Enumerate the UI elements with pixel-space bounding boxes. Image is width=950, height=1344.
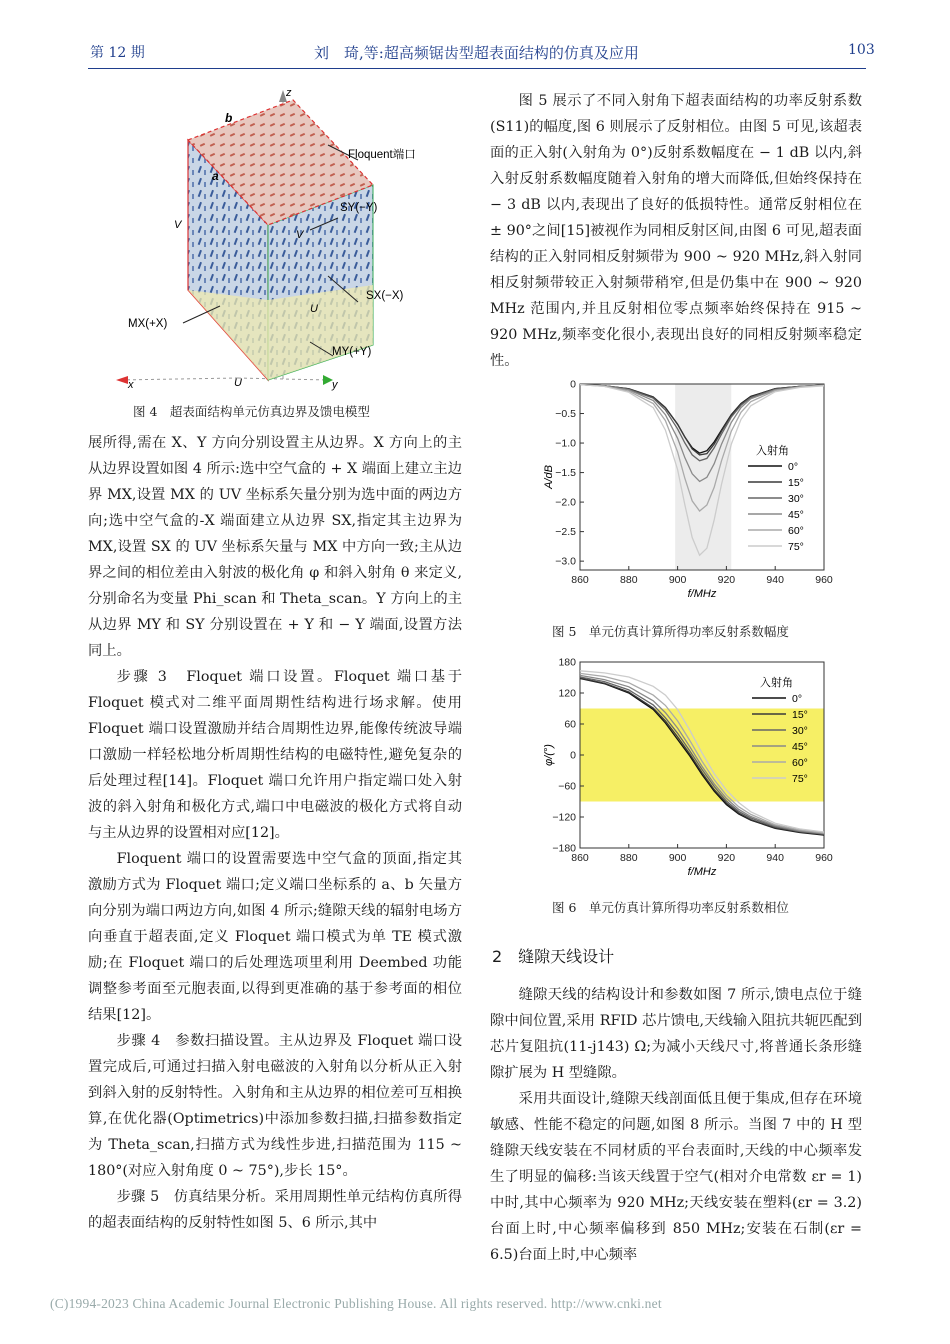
paragraph-step4: 步骤 4 参数扫描设置。主从边界及 Floquet 端口设置完成后,可通过扫描入射电磁波的入射角以分析从正入射到斜入射的反射特性。入射角和主从边界的相位差可互相换算,在优化器(Optimetrics)中添加参数扫描,扫描参数指定为 Theta_scan,扫描方式为线性步进,扫描范围为 115 ~ 180°(对应入射角度 0 ~ 75°),步长 15°。 (88, 1033, 462, 1179)
copyright-footer: (C)1994-2023 China Academic Journal Electronic Publishing House. All rights reserved. http://www.cnki.net (50, 1296, 662, 1311)
vector-b-label: b (225, 111, 233, 125)
legend-item-3: 45° (792, 741, 808, 753)
figure-6-chart (540, 650, 840, 890)
v-label-right: V (296, 229, 304, 241)
y-tick-label: −1.5 (555, 467, 576, 480)
right-column-top (490, 88, 862, 374)
legend-item-3: 45° (788, 509, 804, 521)
x-tick-label: 880 (620, 574, 638, 586)
v-label-left: V (174, 219, 182, 231)
y-tick-label: −180 (552, 842, 576, 855)
figure-6-caption: 图 6 单元仿真计算所得功率反射系数相位 (552, 900, 789, 915)
figure-4 (88, 80, 468, 398)
paragraph-boundary: 展所得,需在 X、Y 方向分别设置主从边界。X 方向上的主从边界设置如图 4 所示:选中空气盒的 + X 端面上建立主边界 MX,设置 MX 的 UV 坐标系矢量分别为选中面的两边方向;选中空气盒的-X 端面建立从边界 SX,指定其主边界为 MX,设置 SX 的 UV 坐标系矢量与 MX 中方向一致;主从边界之间的相位差由入射波的极化角 φ 和斜入射角 θ 来定义,分别命名为变量 Phi_scan 和 Theta_scan。Y 方向上的主从边界 MY 和 SY 分别设置在 + Y 和 − Y 端面,设置方法同上。 (88, 435, 462, 659)
y-tick-label: −0.5 (555, 408, 576, 421)
y-tick-label: 120 (558, 687, 576, 700)
paragraph-slot-design: 缝隙天线的结构设计和参数如图 7 所示,馈电点位于缝隙中间位置,采用 RFID 芯片馈电,天线输入阻抗共轭匹配到芯片复阻抗(11-j143) Ω;为减小天线尺寸,将普通长条形缝隙扩展为 H 型缝隙。 (490, 987, 862, 1081)
y-tick-label: −120 (552, 811, 576, 824)
x-tick-label: 920 (717, 574, 736, 586)
in-phase-band (580, 709, 824, 802)
journal-issue: 第 12 期 (90, 45, 145, 61)
my-boundary-label: MY(+Y) (332, 346, 372, 358)
x-tick-label: 960 (815, 574, 833, 586)
y-tick-label: 180 (558, 656, 576, 669)
paragraph-step3: 步骤 3 Floquet 端口设置。Floquet 端口基于 Floquet 模式对二维平面周期性结构进行场求解。使用 Floquet 端口设置激励并结合周期性边界,能像传统波导端口激励一样轻松地分析周期性结构的电磁特性,避免复杂的后处理过程[14]。Floquet 端口允许用户指定端口处入射波的斜入射角和极化方式,端口中电磁波的极化方式将自动与主从边界的设置相对应[12]。 (88, 669, 462, 841)
x-tick-label: 920 (717, 852, 736, 864)
mx-boundary-label: MX(+X) (128, 318, 168, 330)
legend-item-2: 30° (792, 725, 808, 737)
axis-y-label: y (332, 379, 338, 391)
y-tick-label: −3.0 (555, 555, 576, 568)
legend-title: 入射角 (756, 445, 789, 457)
legend-item-5: 75° (788, 541, 804, 553)
y-axis-label: φ/(°) (543, 744, 555, 766)
y-tick-label: −60 (558, 780, 576, 793)
x-tick-label: 900 (668, 852, 687, 864)
legend-item-1: 15° (788, 477, 804, 489)
sy-boundary-label: SY(−Y) (340, 202, 378, 214)
vector-a-label: a (212, 169, 219, 183)
paragraph-step5: 步骤 5 仿真结果分析。采用周期性单元结构仿真所得的超表面结构的反射特性如图 5、6 所示,其中 (88, 1189, 462, 1231)
legend-item-1: 15° (792, 709, 808, 721)
paragraph-floquet: Floquent 端口的设置需要选中空气盒的顶面,指定其激励方式为 Floquet 端口;定义端口坐标系的 a、b 矢量方向分别为端口两边方向,如图 4 所示;缝隙天线的辐射电场方向垂直于超表面,定义 Floquet 端口模式为单 TE 模式激励;在 Floquet 端口的后处理选项里利用 Deembed 功能调整参考面至元胞表面,以得到更准确的基于参考面的相位结果[12]。 (88, 851, 462, 1023)
y-axis-label: A/dB (543, 465, 555, 489)
running-title: 刘 琦,等:超高频锯齿型超表面结构的仿真及应用 (314, 44, 639, 62)
y-tick-label: −1.0 (555, 437, 576, 450)
x-tick-label: 880 (620, 852, 638, 864)
x-tick-label: 900 (668, 574, 687, 586)
paragraph-coplanar: 采用共面设计,缝隙天线剖面低且便于集成,但存在环境敏感、性能不稳定的问题,如图 8 所示。当图 7 中的 H 型缝隙天线安装在不同材质的平台表面时,天线的中心频率发生了明显的偏移:当该天线置于空气(相对介电常数 εr = 1)中时,其中心频率为 920 MHz;天线安装在塑料(εr = 3.2)台面上时,中心频率偏移到 850 MHz;安装在石制(εr = 6.5)台面上时,中心频率 (490, 1091, 862, 1263)
x-tick-label: 860 (571, 852, 589, 864)
legend-item-0: 0° (788, 461, 799, 473)
legend-item-2: 30° (788, 493, 804, 505)
y-tick-label: −2.0 (555, 496, 576, 509)
floor-face (188, 285, 373, 380)
section-heading: 2 缝隙天线设计 (492, 947, 615, 966)
y-tick-label: −2.5 (555, 526, 576, 539)
figure-4-caption: 图 4 超表面结构单元仿真边界及馈电模型 (133, 404, 370, 419)
u-label-bottom: U (234, 377, 242, 389)
x-tick-label: 940 (766, 852, 784, 864)
legend-item-5: 75° (792, 773, 808, 785)
right-column-bottom (490, 982, 862, 1268)
legend-item-4: 60° (788, 525, 804, 537)
u-label-right: U (310, 303, 318, 315)
legend-item-0: 0° (792, 693, 803, 705)
x-tick-label: 940 (766, 574, 784, 586)
legend-title: 入射角 (760, 677, 793, 689)
y-tick-label: 0 (570, 378, 576, 391)
page-number: 103 (848, 42, 875, 58)
y-tick-label: 60 (564, 718, 576, 731)
header-rule (88, 68, 866, 69)
legend-item-4: 60° (792, 757, 808, 769)
x-axis-label: f/MHz (687, 588, 717, 600)
left-column (88, 430, 462, 1236)
axis-z-label: z (286, 87, 292, 99)
paragraph-results: 图 5 展示了不同入射角下超表面结构的功率反射系数(S11)的幅度,图 6 则展示了反射相位。由图 5 可见,该超表面的正入射(入射角为 0°)反射系数幅度在 − 1 dB 以内,斜入射反射系数幅度随着入射角的增大而降低,但始终保持在 − 3 dB 以内,表现出了良好的低损特性。通常反射相位在 ± 90°之间[15]被视作为同相反射区间,由图 6 可见,超表面结构的正入射同相反射频带为 900 ~ 920 MHz,斜入射同相反射频带较正入射频带稍窄,但是仍集中在 900 ~ 920 MHz 范围内,并且反射相位零点频率始终保持在 915 ~ 920 MHz,频率变化很小,表现出良好的同相反射频率稳定性。 (490, 93, 862, 369)
sx-boundary-label: SX(−X) (366, 290, 404, 302)
figure-5-caption: 图 5 单元仿真计算所得功率反射系数幅度 (552, 624, 789, 639)
axis-x-label: x (128, 379, 134, 391)
y-tick-label: 0 (570, 749, 576, 762)
x-axis-label: f/MHz (687, 866, 717, 878)
x-tick-label: 860 (571, 574, 589, 586)
figure-5-chart (540, 372, 840, 612)
floquet-port-label: Floquent端口 (348, 149, 416, 161)
x-tick-label: 960 (815, 852, 833, 864)
